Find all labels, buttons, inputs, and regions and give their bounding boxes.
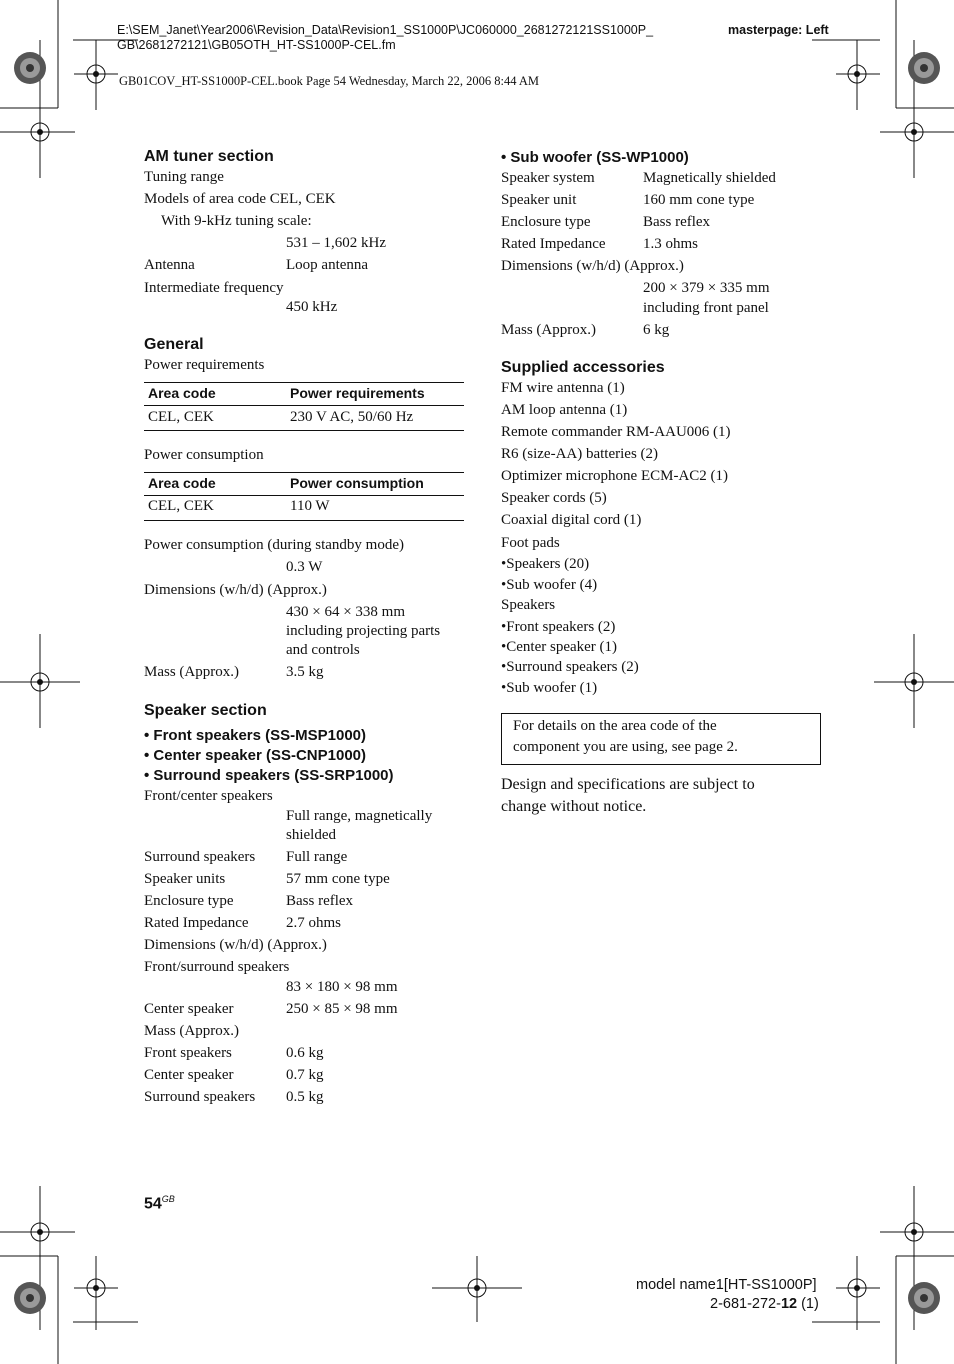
mass-front-value: 0.6 kg [286, 1045, 324, 1061]
note-line-2: component you are using, see page 2. [513, 739, 738, 755]
speaker-section-heading: Speaker section [144, 702, 267, 719]
page-number-value: 54 [144, 1195, 162, 1213]
standby-label: Power consumption (during standby mode) [144, 537, 404, 553]
mass-front-label: Front speakers [144, 1045, 232, 1061]
sub-woofer-heading: • Sub woofer (SS-WP1000) [501, 149, 689, 166]
front-center-value-1: Full range, magnetically [286, 808, 433, 824]
page-number [144, 1194, 175, 1213]
antenna-label: Antenna [144, 257, 195, 273]
impedance-value: 2.7 ohms [286, 915, 342, 931]
center-dims-label: Center speaker [144, 1001, 234, 1017]
power-consumption-label: Power consumption [144, 447, 264, 463]
bullet-surround-speakers: • Surround speakers (SS-SRP1000) [144, 767, 394, 784]
general-mass-label: Mass (Approx.) [144, 664, 239, 680]
table2-cell-power-value: 110 W [290, 498, 330, 514]
foot-pads-label: Foot pads [501, 535, 560, 551]
speaker-accessory-item: •Sub woofer (1) [501, 680, 598, 696]
file-path-line-1: E:\SEM_Janet\Year2006\Revision_Data\Revision1_SS1000P\JC060000_2681272121SS1000P_ [117, 23, 654, 37]
page-number-suffix: GB [161, 1194, 175, 1204]
speaker-dimensions-label: Dimensions (w/h/d) (Approx.) [144, 937, 327, 953]
impedance-label: Rated Impedance [144, 915, 249, 931]
accessory-item: Coaxial digital cord (1) [501, 512, 642, 528]
enclosure-value: Bass reflex [286, 893, 354, 909]
model-name-line: model name1[HT-SS1000P] [636, 1277, 817, 1293]
accessory-item: Optimizer microphone ECM-AC2 (1) [501, 468, 729, 484]
woofer-dimensions-label: Dimensions (w/h/d) (Approx.) [501, 258, 684, 274]
speakers-label: Speakers [501, 597, 556, 613]
table1-cell-area-code: CEL, CEK [148, 409, 214, 425]
masterpage-label: masterpage: Left [728, 23, 829, 37]
accessory-item: AM loop antenna (1) [501, 402, 628, 418]
woofer-enclosure-value: Bass reflex [643, 214, 711, 230]
speaker-mass-label: Mass (Approx.) [144, 1023, 239, 1039]
woofer-system-label: Speaker system [501, 170, 595, 186]
power-requirements-label: Power requirements [144, 357, 265, 373]
mass-center-value: 0.7 kg [286, 1067, 324, 1083]
general-dimensions-value-2: including projecting parts [286, 623, 441, 639]
accessory-item: Remote commander RM-AAU006 (1) [501, 424, 731, 440]
part-number-prefix: 2-681-272- [710, 1296, 781, 1312]
foot-pad-item: •Speakers (20) [501, 556, 590, 572]
note-line-1: For details on the area code of the [513, 718, 717, 734]
foot-pad-item-text: Speakers (20) [506, 556, 590, 572]
part-number-suffix: (1) [797, 1296, 819, 1312]
speaker-units-value: 57 mm cone type [286, 871, 390, 887]
front-surround-value: 83 × 180 × 98 mm [286, 979, 398, 995]
general-mass-value: 3.5 kg [286, 664, 324, 680]
front-surround-label: Front/surround speakers [144, 959, 290, 975]
woofer-dimensions-value-1: 200 × 379 × 335 mm [643, 280, 770, 296]
accessory-item: FM wire antenna (1) [501, 380, 625, 396]
center-dims-value: 250 × 85 × 98 mm [286, 1001, 398, 1017]
general-dimensions-value-3: and controls [286, 642, 360, 658]
tuning-scale-label: With 9-kHz tuning scale: [161, 213, 312, 229]
am-tuner-heading: AM tuner section [144, 148, 274, 165]
woofer-impedance-label: Rated Impedance [501, 236, 606, 252]
standby-value: 0.3 W [286, 559, 323, 575]
surround-label: Surround speakers [144, 849, 256, 865]
accessory-item: Speaker cords (5) [501, 490, 607, 506]
foot-pad-item-text: Sub woofer (4) [506, 577, 598, 593]
mass-surround-label: Surround speakers [144, 1089, 256, 1105]
tuning-scale-value: 531 – 1,602 kHz [286, 235, 386, 251]
general-heading: General [144, 336, 204, 353]
table1-header-area-code: Area code [148, 385, 216, 401]
design-note-line-1: Design and specifications are subject to [501, 776, 755, 793]
table2-cell-area-code: CEL, CEK [148, 498, 214, 514]
speaker-accessory-item-text: Surround speakers (2) [506, 659, 639, 675]
book-info-line: GB01COV_HT-SS1000P-CEL.book Page 54 Wednesday, March 22, 2006 8:44 AM [119, 74, 540, 88]
accessory-item: R6 (size-AA) batteries (2) [501, 446, 659, 462]
general-dimensions-value-1: 430 × 64 × 338 mm [286, 604, 406, 620]
surround-value: Full range [286, 849, 348, 865]
mass-center-label: Center speaker [144, 1067, 234, 1083]
design-note-line-2: change without notice. [501, 798, 647, 815]
woofer-dimensions-value-2: including front panel [643, 300, 769, 316]
speaker-accessory-item: •Surround speakers (2) [501, 659, 639, 675]
if-label: Intermediate frequency [144, 280, 284, 296]
models-label: Models of area code CEL, CEK [144, 191, 336, 207]
mass-surround-value: 0.5 kg [286, 1089, 324, 1105]
speaker-accessory-item-text: Front speakers (2) [506, 619, 616, 635]
woofer-unit-value: 160 mm cone type [643, 192, 755, 208]
foot-pad-item: •Sub woofer (4) [501, 577, 598, 593]
bullet-center-speaker: • Center speaker (SS-CNP1000) [144, 747, 367, 764]
accessories-heading: Supplied accessories [501, 359, 665, 376]
speaker-units-label: Speaker units [144, 871, 226, 887]
speaker-accessory-item-text: Sub woofer (1) [506, 680, 598, 696]
table2-header-area-code: Area code [148, 475, 216, 491]
woofer-mass-label: Mass (Approx.) [501, 322, 596, 338]
woofer-mass-value: 6 kg [643, 322, 670, 338]
table2-header-power-consumption: Power consumption [290, 475, 424, 491]
table1-header-power-requirements: Power requirements [290, 385, 425, 401]
bullet-front-speakers: • Front speakers (SS-MSP1000) [144, 727, 366, 744]
general-dimensions-label: Dimensions (w/h/d) (Approx.) [144, 582, 327, 598]
speaker-accessory-item-text: Center speaker (1) [506, 639, 618, 655]
speaker-accessory-item: •Center speaker (1) [501, 639, 618, 655]
enclosure-label: Enclosure type [144, 893, 234, 909]
antenna-value: Loop antenna [286, 257, 369, 273]
speaker-accessory-item: •Front speakers (2) [501, 619, 616, 635]
tuning-range-label: Tuning range [144, 169, 224, 185]
woofer-impedance-value: 1.3 ohms [643, 236, 699, 252]
if-value: 450 kHz [286, 299, 338, 315]
file-path-line-2: GB\2681272121\GB05OTH_HT-SS1000P-CEL.fm [117, 38, 396, 52]
woofer-enclosure-label: Enclosure type [501, 214, 591, 230]
part-number-bold: 12 [780, 1296, 798, 1312]
table1-cell-power-value: 230 V AC, 50/60 Hz [290, 409, 414, 425]
front-center-label: Front/center speakers [144, 788, 273, 804]
part-number-line [710, 1296, 819, 1312]
front-center-value-2: shielded [286, 827, 336, 843]
woofer-unit-label: Speaker unit [501, 192, 577, 208]
woofer-system-value: Magnetically shielded [643, 170, 776, 186]
